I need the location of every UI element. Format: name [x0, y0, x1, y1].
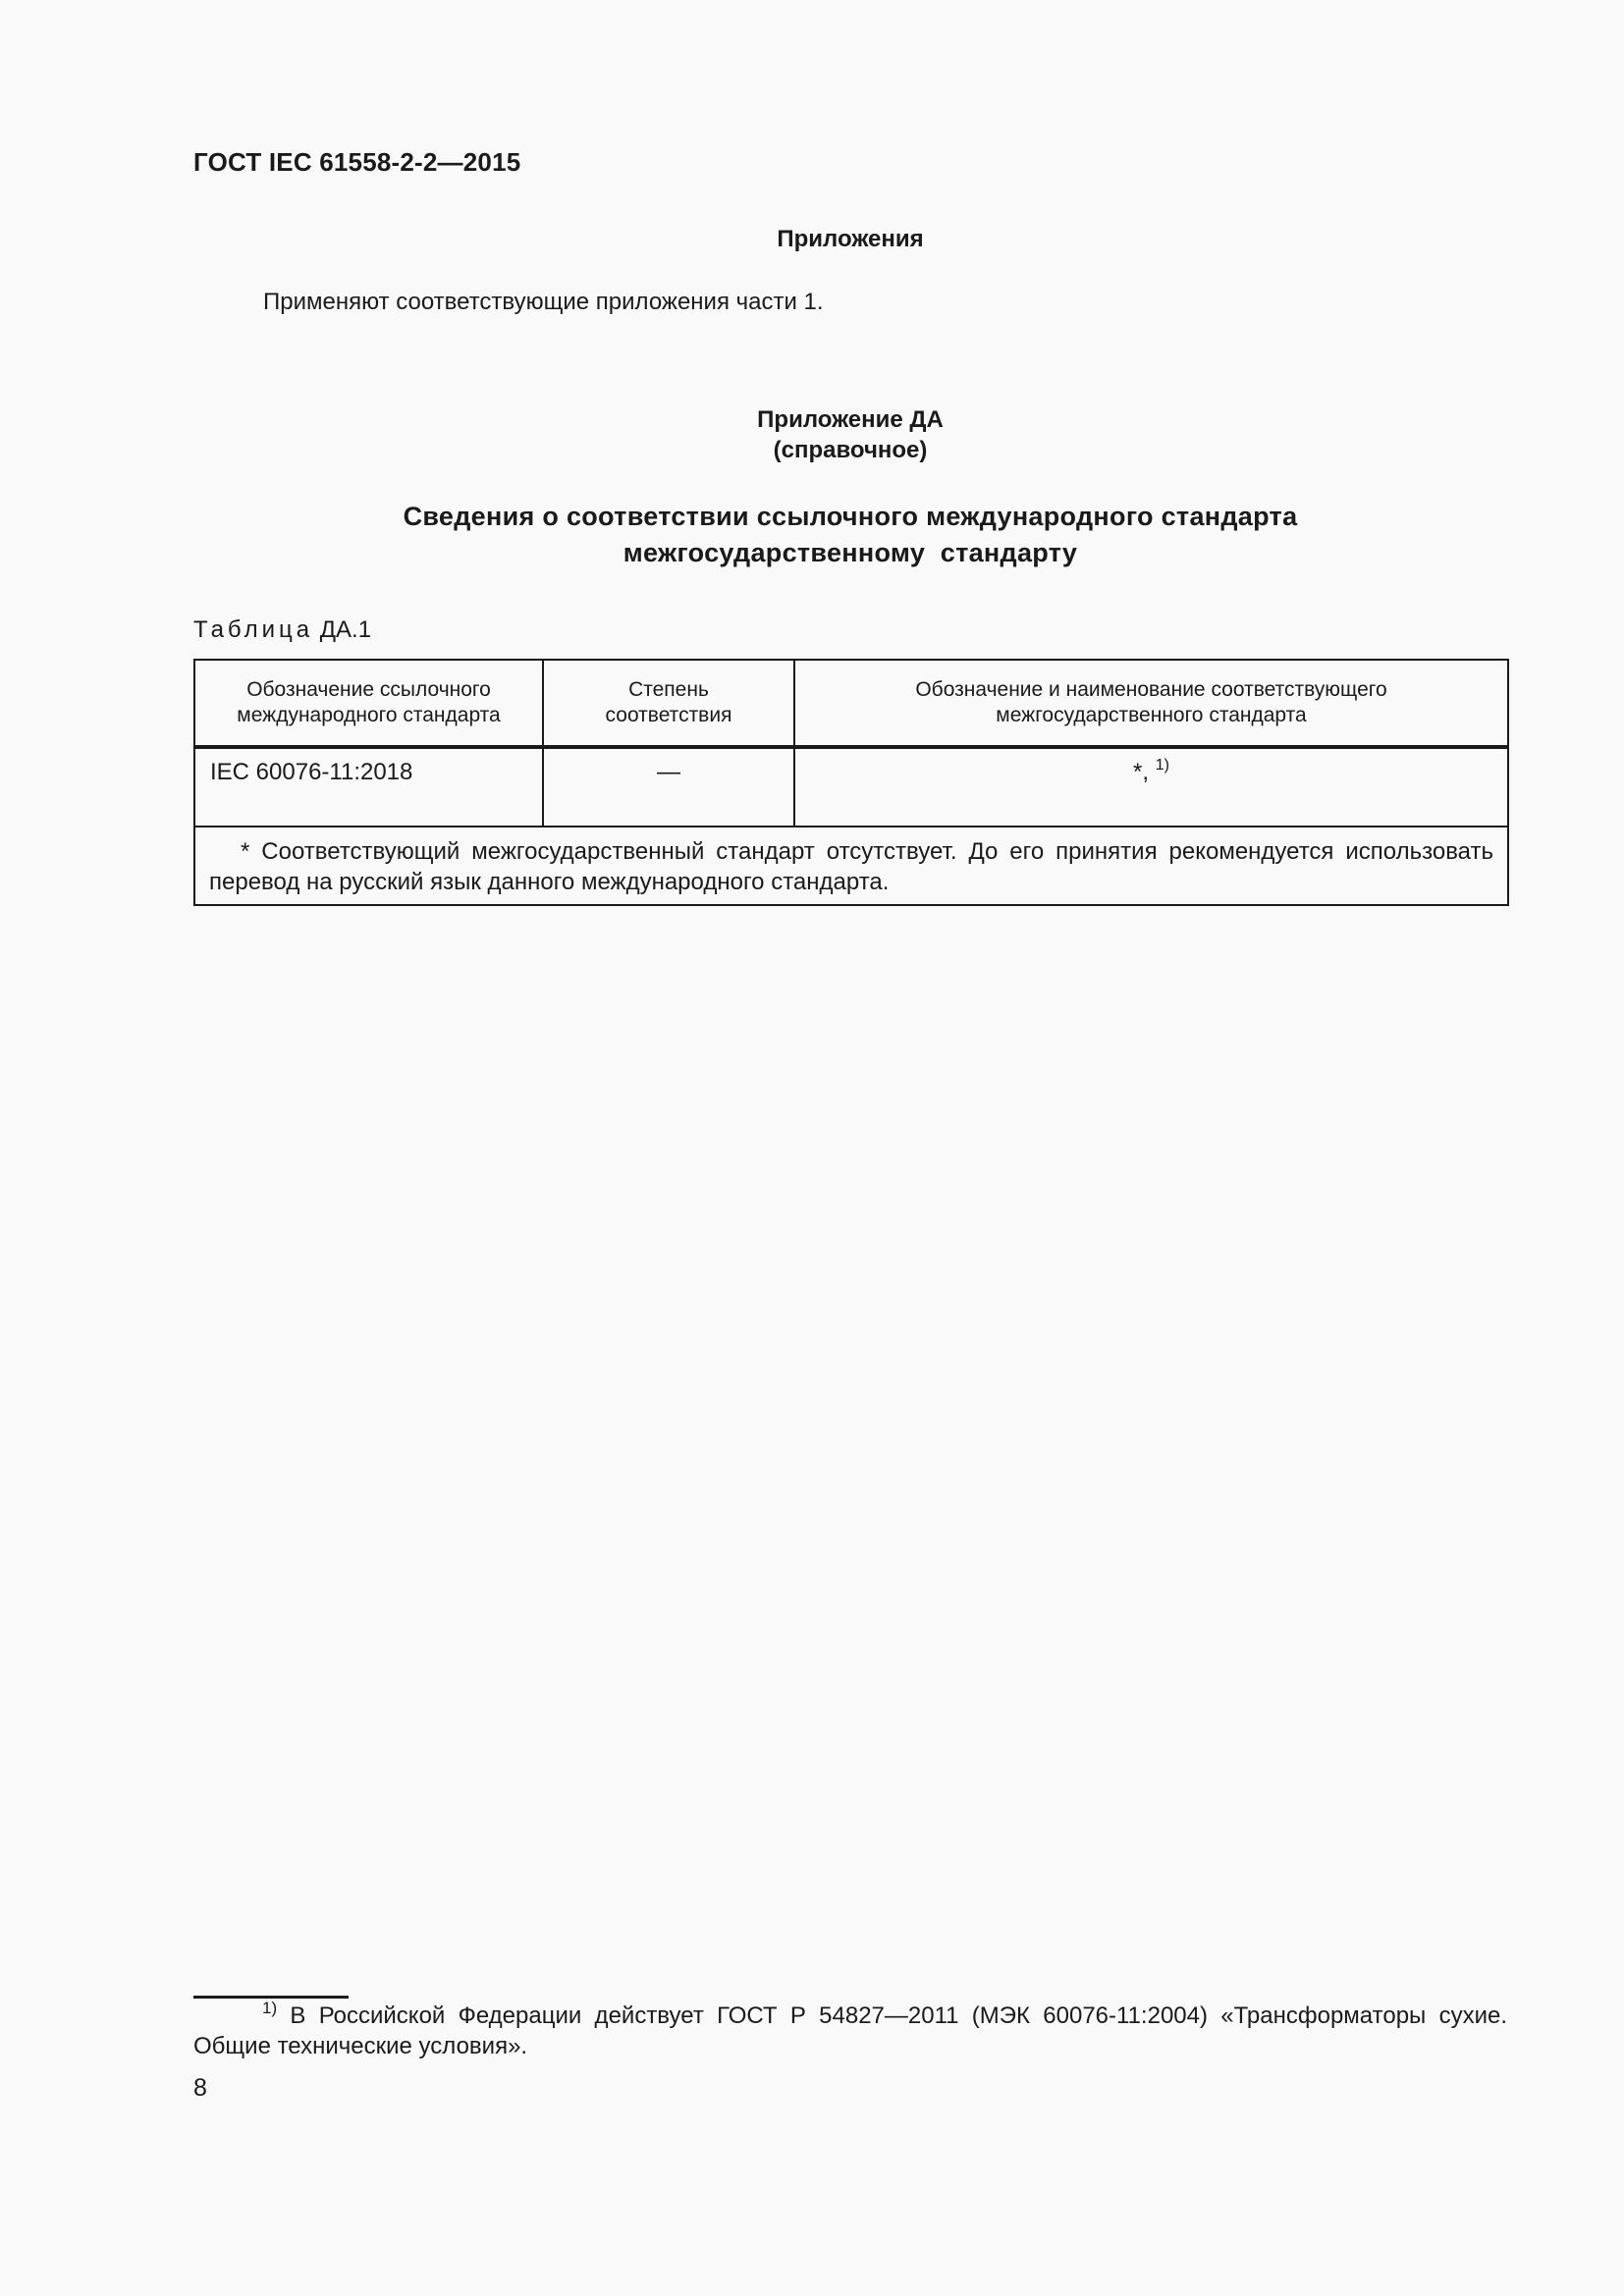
table-caption-word: Таблица: [193, 616, 314, 643]
column-header-degree: [543, 660, 794, 747]
degree-cell: —: [543, 747, 794, 827]
document-code: ГОСТ IEC 61558-2-2—2015: [193, 147, 521, 177]
column-header-interstate: [794, 660, 1508, 747]
footnote-ref: 1): [1155, 757, 1169, 774]
column-header-reference: [194, 660, 543, 747]
column-header-degree-line1: Степень: [628, 678, 709, 701]
footnote-marker: 1): [262, 1999, 278, 2017]
table-note-row: [194, 827, 1508, 905]
appendices-heading: Приложения: [777, 226, 924, 252]
table-header-row: [194, 660, 1508, 747]
annex-heading-line2: межгосударственному стандарту: [623, 538, 1078, 567]
footnote: [193, 2001, 1507, 2061]
footnote-indent: [193, 2002, 262, 2029]
column-header-interstate-line2: межгосударственного стандарта: [996, 704, 1307, 726]
page-number: 8: [193, 2074, 207, 2102]
table-note: [194, 827, 1508, 905]
annex-heading: [193, 499, 1507, 571]
column-header-interstate-line1: Обозначение и наименование соответствующего: [915, 678, 1387, 701]
table-caption-id: ДА.1: [319, 616, 372, 643]
reference-standard-cell: IEC 60076-11:2018: [194, 747, 543, 827]
interstate-standard-cell: [794, 747, 1508, 827]
table-row: [194, 747, 1508, 827]
annex-status: (справочное): [773, 437, 928, 463]
footnote-text: В Российской Федерации действует ГОСТ Р 54827—2011 (МЭК 60076-11:2004) «Трансформаторы сухие. Общие технические условия».: [193, 2002, 1507, 2059]
interstate-standard-value: *,: [1133, 759, 1150, 785]
column-header-reference-line2: международного стандарта: [237, 704, 501, 726]
correspondence-table: [193, 659, 1509, 906]
annex-title: Приложение ДА: [757, 406, 944, 433]
column-header-degree-line2: соответствия: [605, 704, 732, 726]
annex-heading-line1: Сведения о соответствии ссылочного международного стандарта: [403, 502, 1298, 531]
column-header-reference-line1: Обозначение ссылочного: [246, 678, 491, 701]
table-caption: [193, 616, 371, 644]
table-note-text: * Соответствующий межгосударственный стандарт отсутствует. До его принятия рекомендуется использовать перевод на русский язык данного международного стандарта.: [209, 838, 1493, 895]
appendices-text: Применяют соответствующие приложения части 1.: [263, 289, 824, 315]
